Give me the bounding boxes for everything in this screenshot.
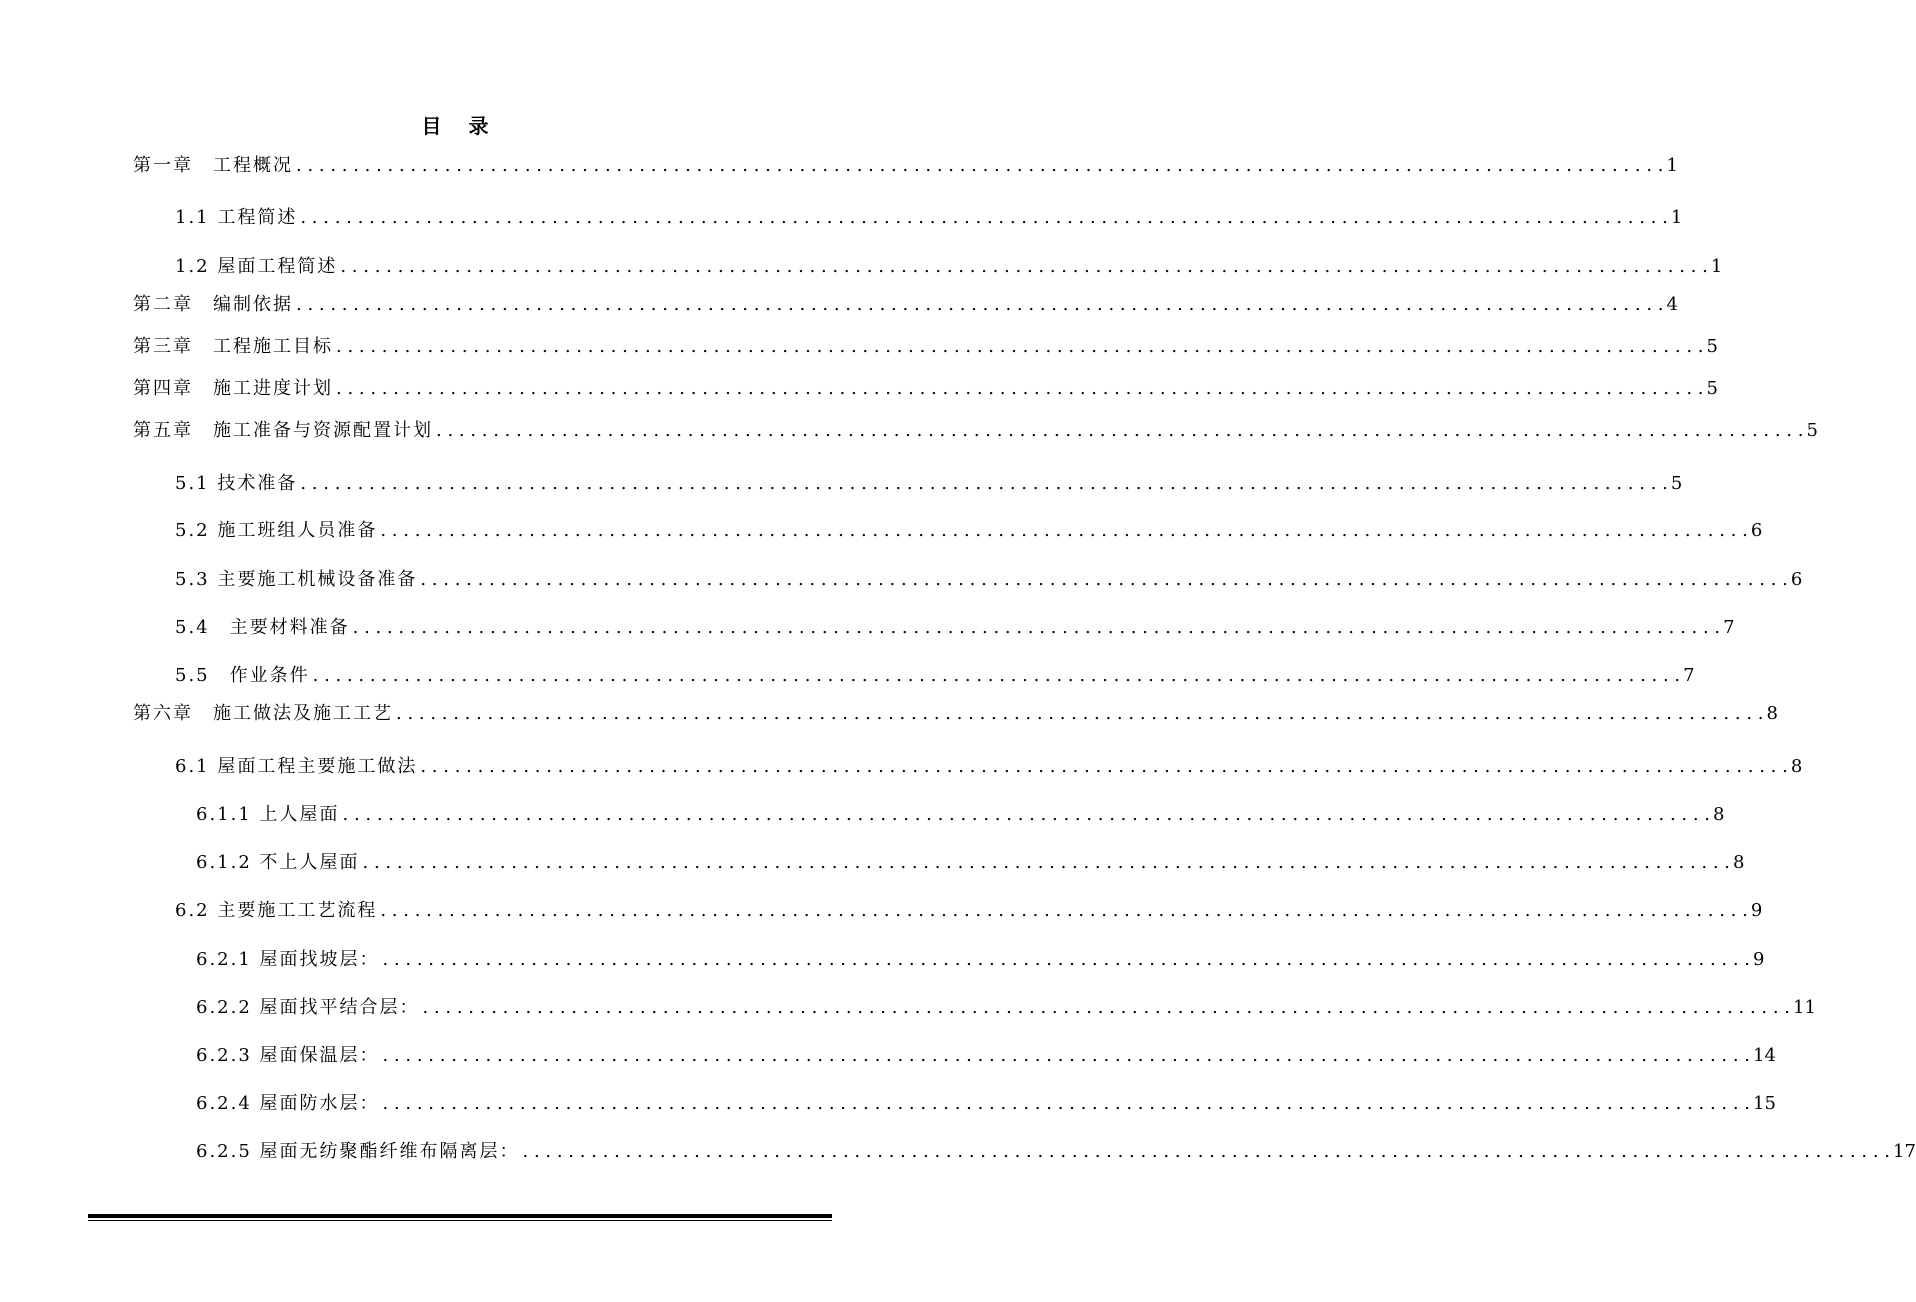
toc-title: 目 录 [421, 114, 499, 138]
toc-entry-text: 5.5 作业条件 [175, 665, 310, 686]
toc-dot-leader: . . . . . . . . . . . . . . . . . . . . . . . . . . . . . . . . . . . . . . . . . . . . . . . . . . . . . . . . . . . . . . . . . . . . . . . . . . . . . . . . . . . . . . . . . . . . . . . . . . . . . . . . . . . . . . . . . . . . . . . . [340, 256, 1708, 277]
toc-dot-leader: . . . . . . . . . . . . . . . . . . . . . . . . . . . . . . . . . . . . . . . . . . . . . . . . . . . . . . . . . . . . . . . . . . . . . . . . . . . . . . . . . . . . . . . . . . . . . . . . . . . . . . . . . . . . . . . . . . . . . . . . [296, 294, 1664, 315]
toc-page-number: 8 [1766, 703, 1778, 724]
toc-entry[interactable] [133, 293, 1678, 317]
toc-entry[interactable] [175, 899, 1763, 923]
toc-dot-leader: . . . . . . . . . . . . . . . . . . . . . . . . . . . . . . . . . . . . . . . . . . . . . . . . . . . . . . . . . . . . . . . . . . . . . . . . . . . . . . . . . . . . . . . . . . . . . . . . . . . . . . . . . . . . . . . . . . . . . . . . [336, 336, 1704, 357]
toc-dot-leader: . . . . . . . . . . . . . . . . . . . . . . . . . . . . . . . . . . . . . . . . . . . . . . . . . . . . . . . . . . . . . . . . . . . . . . . . . . . . . . . . . . . . . . . . . . . . . . . . . . . . . . . . . . . . . . . . . . . . . . . . [382, 1093, 1751, 1114]
toc-page-number: 7 [1683, 665, 1695, 686]
toc-dot-leader: . . . . . . . . . . . . . . . . . . . . . . . . . . . . . . . . . . . . . . . . . . . . . . . . . . . . . . . . . . . . . . . . . . . . . . . . . . . . . . . . . . . . . . . . . . . . . . . . . . . . . . . . . . . . . . . . . . . . . . . . [296, 155, 1664, 176]
toc-page-number: 8 [1790, 756, 1803, 777]
toc-page-number: 14 [1753, 1045, 1776, 1066]
toc-entry-text: 6.2.1 屋面找坡层： [196, 949, 380, 970]
toc-page-number: 11 [1793, 997, 1816, 1018]
toc-entry[interactable] [133, 377, 1718, 401]
toc-entry-text: 6.2.2 屋面找平结合层： [196, 997, 420, 1018]
toc-entry[interactable] [175, 255, 1723, 279]
toc-entry-text: 6.1.1 上人屋面 [196, 804, 340, 825]
footer-rule-thick [88, 1214, 832, 1218]
toc-page-number: 1 [1670, 207, 1683, 228]
toc-entry-text: 第六章 施工做法及施工工艺 [133, 703, 393, 724]
toc-entry-text: 6.2 主要施工工艺流程 [175, 900, 378, 921]
toc-page-number: 15 [1753, 1093, 1776, 1114]
toc-dot-leader: . . . . . . . . . . . . . . . . . . . . . . . . . . . . . . . . . . . . . . . . . . . . . . . . . . . . . . . . . . . . . . . . . . . . . . . . . . . . . . . . . . . . . . . . . . . . . . . . . . . . . . . . . . . . . . . . . . . . . . . . [420, 756, 1788, 777]
toc-dot-leader: . . . . . . . . . . . . . . . . . . . . . . . . . . . . . . . . . . . . . . . . . . . . . . . . . . . . . . . . . . . . . . . . . . . . . . . . . . . . . . . . . . . . . . . . . . . . . . . . . . . . . . . . . . . . . . . . . . . . . . . . [336, 378, 1704, 399]
toc-dot-leader: . . . . . . . . . . . . . . . . . . . . . . . . . . . . . . . . . . . . . . . . . . . . . . . . . . . . . . . . . . . . . . . . . . . . . . . . . . . . . . . . . . . . . . . . . . . . . . . . . . . . . . . . . . . . . . . . . . . . . . . . [436, 420, 1804, 441]
toc-entry-text: 5.1 技术准备 [175, 473, 298, 494]
toc-entry[interactable] [133, 702, 1778, 726]
toc-entry-text: 6.1.2 不上人屋面 [196, 852, 360, 873]
toc-page-number: 6 [1790, 569, 1803, 590]
toc-dot-leader: . . . . . . . . . . . . . . . . . . . . . . . . . . . . . . . . . . . . . . . . . . . . . . . . . . . . . . . . . . . . . . . . . . . . . . . . . . . . . . . . . . . . . . . . . . . . . . . . . . . . . . . . . . . . . . . . . . . . . . . . [382, 949, 1751, 970]
toc-entry[interactable] [196, 948, 1765, 972]
toc-entry-text: 1.1 工程简述 [175, 207, 298, 228]
toc-page-number: 4 [1666, 294, 1678, 315]
toc-dot-leader: . . . . . . . . . . . . . . . . . . . . . . . . . . . . . . . . . . . . . . . . . . . . . . . . . . . . . . . . . . . . . . . . . . . . . . . . . . . . . . . . . . . . . . . . . . . . . . . . . . . . . . . . . . . . . . . . . . . . . . . . [380, 900, 1748, 921]
toc-entry[interactable] [133, 335, 1718, 359]
toc-entry-text: 5.3 主要施工机械设备准备 [175, 569, 418, 590]
toc-dot-leader: . . . . . . . . . . . . . . . . . . . . . . . . . . . . . . . . . . . . . . . . . . . . . . . . . . . . . . . . . . . . . . . . . . . . . . . . . . . . . . . . . . . . . . . . . . . . . . . . . . . . . . . . . . . . . . . . . . . . . . . . [362, 852, 1731, 873]
toc-entry[interactable] [196, 1092, 1776, 1116]
toc-dot-leader: . . . . . . . . . . . . . . . . . . . . . . . . . . . . . . . . . . . . . . . . . . . . . . . . . . . . . . . . . . . . . . . . . . . . . . . . . . . . . . . . . . . . . . . . . . . . . . . . . . . . . . . . . . . . . . . . . . . . . . . . [380, 520, 1748, 541]
toc-entry[interactable] [175, 519, 1763, 543]
toc-dot-leader: . . . . . . . . . . . . . . . . . . . . . . . . . . . . . . . . . . . . . . . . . . . . . . . . . . . . . . . . . . . . . . . . . . . . . . . . . . . . . . . . . . . . . . . . . . . . . . . . . . . . . . . . . . . . . . . . . . . . . . . . [342, 804, 1711, 825]
toc-dot-leader: . . . . . . . . . . . . . . . . . . . . . . . . . . . . . . . . . . . . . . . . . . . . . . . . . . . . . . . . . . . . . . . . . . . . . . . . . . . . . . . . . . . . . . . . . . . . . . . . . . . . . . . . . . . . . . . . . . . . . . . . [312, 665, 1681, 686]
toc-dot-leader: . . . . . . . . . . . . . . . . . . . . . . . . . . . . . . . . . . . . . . . . . . . . . . . . . . . . . . . . . . . . . . . . . . . . . . . . . . . . . . . . . . . . . . . . . . . . . . . . . . . . . . . . . . . . . . . . . . . . . . . . [396, 703, 1764, 724]
toc-entry[interactable] [196, 803, 1725, 827]
toc-dot-leader: . . . . . . . . . . . . . . . . . . . . . . . . . . . . . . . . . . . . . . . . . . . . . . . . . . . . . . . . . . . . . . . . . . . . . . . . . . . . . . . . . . . . . . . . . . . . . . . . . . . . . . . . . . . . . . . . . . . . . . . . [300, 207, 1668, 228]
toc-page-number: 9 [1750, 900, 1763, 921]
toc-entry[interactable] [196, 1044, 1776, 1068]
toc-page-number: 9 [1753, 949, 1765, 970]
toc-entry-text: 第五章 施工准备与资源配置计划 [133, 420, 433, 441]
toc-entry[interactable] [196, 996, 1816, 1020]
toc-entry[interactable] [175, 206, 1683, 230]
footer-rule-thin [88, 1220, 832, 1221]
toc-entry-text: 6.2.3 屋面保温层： [196, 1045, 380, 1066]
toc-dot-leader: . . . . . . . . . . . . . . . . . . . . . . . . . . . . . . . . . . . . . . . . . . . . . . . . . . . . . . . . . . . . . . . . . . . . . . . . . . . . . . . . . . . . . . . . . . . . . . . . . . . . . . . . . . . . . . . . . . . . . . . . [420, 569, 1788, 590]
toc-entry-text: 第一章 工程概况 [133, 155, 293, 176]
toc-page-number: 8 [1713, 804, 1725, 825]
toc-page-number: 1 [1710, 256, 1723, 277]
toc-page-number: 17 [1893, 1141, 1916, 1162]
toc-page-number: 5 [1706, 378, 1718, 399]
toc-entry-text: 5.2 施工班组人员准备 [175, 520, 378, 541]
toc-entry[interactable] [175, 568, 1803, 592]
toc-entry[interactable] [133, 419, 1818, 443]
toc-entry-text: 6.2.5 屋面无纺聚酯纤维布隔离层： [196, 1141, 520, 1162]
toc-entry[interactable] [196, 1140, 1916, 1164]
toc-entry-text: 6.1 屋面工程主要施工做法 [175, 756, 418, 777]
toc-entry[interactable] [175, 755, 1803, 779]
toc-entry-text: 第三章 工程施工目标 [133, 336, 333, 357]
toc-page-number: 1 [1666, 155, 1678, 176]
toc-dot-leader: . . . . . . . . . . . . . . . . . . . . . . . . . . . . . . . . . . . . . . . . . . . . . . . . . . . . . . . . . . . . . . . . . . . . . . . . . . . . . . . . . . . . . . . . . . . . . . . . . . . . . . . . . . . . . . . . . . . . . . . . [300, 473, 1668, 494]
toc-dot-leader: . . . . . . . . . . . . . . . . . . . . . . . . . . . . . . . . . . . . . . . . . . . . . . . . . . . . . . . . . . . . . . . . . . . . . . . . . . . . . . . . . . . . . . . . . . . . . . . . . . . . . . . . . . . . . . . . . . . . . . . . [422, 997, 1791, 1018]
toc-entry-text: 1.2 屋面工程简述 [175, 256, 338, 277]
toc-entry[interactable] [175, 664, 1695, 688]
toc-page-number: 8 [1733, 852, 1745, 873]
toc-page-number: 5 [1706, 336, 1718, 357]
toc-entry[interactable] [175, 472, 1683, 496]
toc-page-number: 5 [1806, 420, 1818, 441]
toc-page-number: 5 [1670, 473, 1683, 494]
toc-entry-text: 第四章 施工进度计划 [133, 378, 333, 399]
toc-entry[interactable] [196, 851, 1745, 875]
toc-page-number: 7 [1723, 617, 1735, 638]
toc-entry-text: 6.2.4 屋面防水层： [196, 1093, 380, 1114]
toc-page-number: 6 [1750, 520, 1763, 541]
toc-entry-text: 第二章 编制依据 [133, 294, 293, 315]
toc-entry-text: 5.4 主要材料准备 [175, 617, 350, 638]
toc-entry[interactable] [133, 154, 1678, 178]
toc-entry[interactable] [175, 616, 1735, 640]
toc-dot-leader: . . . . . . . . . . . . . . . . . . . . . . . . . . . . . . . . . . . . . . . . . . . . . . . . . . . . . . . . . . . . . . . . . . . . . . . . . . . . . . . . . . . . . . . . . . . . . . . . . . . . . . . . . . . . . . . . . . . . . . . . [522, 1141, 1891, 1162]
toc-dot-leader: . . . . . . . . . . . . . . . . . . . . . . . . . . . . . . . . . . . . . . . . . . . . . . . . . . . . . . . . . . . . . . . . . . . . . . . . . . . . . . . . . . . . . . . . . . . . . . . . . . . . . . . . . . . . . . . . . . . . . . . . [382, 1045, 1751, 1066]
toc-dot-leader: . . . . . . . . . . . . . . . . . . . . . . . . . . . . . . . . . . . . . . . . . . . . . . . . . . . . . . . . . . . . . . . . . . . . . . . . . . . . . . . . . . . . . . . . . . . . . . . . . . . . . . . . . . . . . . . . . . . . . . . . [352, 617, 1721, 638]
